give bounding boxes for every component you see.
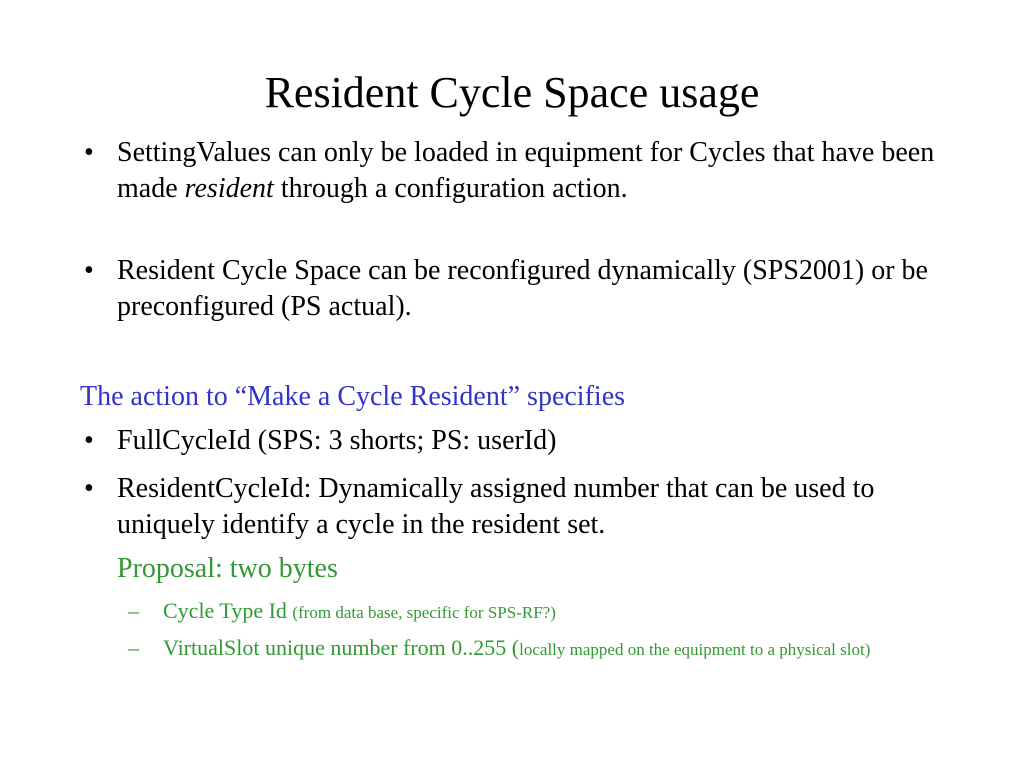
bullet-marker: • — [84, 255, 94, 286]
bullet-marker: • — [84, 137, 94, 168]
sub-item-cycle-type-id — [128, 597, 948, 626]
section-heading: The action to “Make a Cycle Resident” specifies — [80, 381, 626, 412]
bullet-marker: • — [84, 425, 94, 456]
bullet-item-full-cycle-id — [80, 423, 960, 459]
slide-title: Resident Cycle Space usage — [264, 68, 760, 117]
dash-marker: – — [128, 598, 139, 623]
sub-item-main: Cycle Type Id — [163, 598, 293, 623]
bullet-text: FullCycleId (SPS: 3 shorts; PS: userId) — [117, 425, 557, 456]
bullet-item-reconfigure — [80, 253, 960, 325]
sub-item-note: (from data base, specific for SPS-RF?) — [292, 603, 556, 622]
bullet-text: ResidentCycleId: Dynamically assigned number that can be used to uniquely identify a cycle in the resident set. — [117, 473, 875, 540]
sub-item-main: VirtualSlot unique number from 0..255 ( — [163, 635, 520, 660]
bullet-item-resident-cycle-id — [80, 471, 960, 543]
proposal-heading: Proposal: two bytes — [117, 553, 338, 584]
bullet-text: Resident Cycle Space can be reconfigured dynamically (SPS2001) or be preconfigured (PS actual). — [117, 255, 928, 322]
bullet-text-part: SettingValues can only be loaded in equipment for Cycles that have been made — [117, 137, 935, 204]
sub-item-virtual-slot — [128, 634, 948, 663]
sub-item-text — [163, 597, 948, 626]
sub-item-text — [163, 634, 948, 663]
dash-marker: – — [128, 635, 139, 660]
bullet-text-part: through a configuration action. — [273, 173, 628, 204]
sub-item-note: locally mapped on the equipment to a physical slot) — [519, 640, 871, 659]
bullet-item-resident-values — [80, 135, 960, 207]
bullet-text — [117, 135, 960, 207]
bullet-marker: • — [84, 473, 94, 504]
bullet-text-italic: resident — [184, 173, 274, 204]
